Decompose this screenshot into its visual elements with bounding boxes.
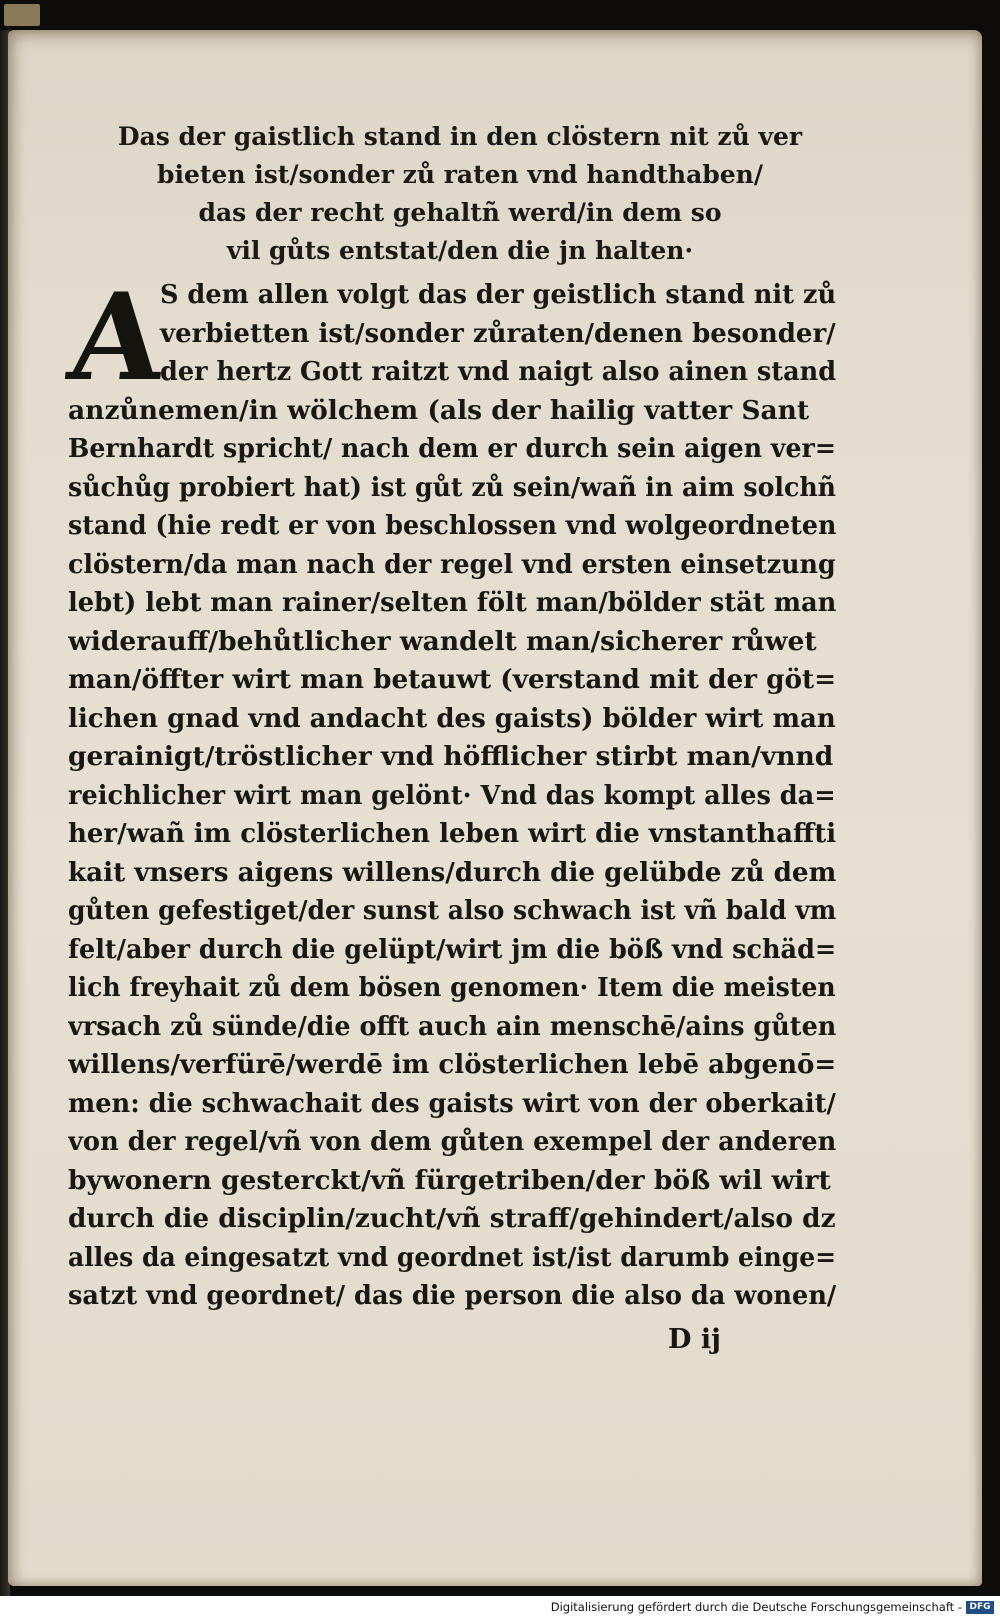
text-line: man/öffter wirt man betauwt (verstand mit der göt= [68, 664, 836, 695]
signature-mark: D ij [668, 1324, 721, 1355]
text-line: lich freyhait zů dem bösen genomen· Item die meisten [68, 972, 836, 1003]
text-line: satzt vnd geordnet/ das die person die also da wonen/ [68, 1280, 836, 1311]
text-line: felt/aber durch die gelüpt/wirt jm die böß vnd schäd= [68, 933, 836, 965]
footer-bar [0, 1596, 1000, 1620]
chapter-heading [100, 118, 820, 270]
text-line: alles da eingesatzt vnd geordnet ist/ist darumb einge= [68, 1241, 836, 1273]
text-line: gůten gefestiget/der sunst also schwach ist vñ bald vm [68, 895, 836, 926]
dfg-logo[interactable]: DFG [966, 1601, 994, 1614]
text-line: bywonern gesterckt/vñ fürgetriben/der böß wil wirt [68, 1164, 831, 1196]
text-line: willens/verfürē/werdē im clösterlichen lebē abgenō= [68, 1049, 836, 1080]
text-line: widerauff/behůtlicher wandelt man/sicherer růwet [68, 625, 817, 657]
heading-line: Das der gaistlich stand in den clöstern nit zů ver [117, 122, 803, 151]
text-line: lebt) lebt man rainer/selten fölt man/bölder stät man [68, 587, 836, 618]
text-line: clöstern/da man nach der regel vnd ersten einsetzung [68, 548, 836, 580]
text-line: reichlicher wirt man gelönt· Vnd das kompt alles da= [68, 779, 836, 811]
text-line: gerainigt/tröstlicher vnd höfflicher stirbt man/vnnd [68, 741, 834, 772]
decorated-initial: A [62, 267, 171, 408]
text-line: men: die schwachait des gaists wirt von der oberkait/ [68, 1087, 836, 1119]
text-line: von der regel/vñ von dem gůten exempel der anderen [68, 1126, 836, 1157]
funding-note: Digitalisierung gefördert durch die Deutsche Forschungsgemeinschaft - [550, 1600, 962, 1614]
text-line: verbietten ist/sonder zůraten/denen besonder/ [160, 317, 836, 349]
text-line: der hertz Gott raitzt vnd naigt also ainen stand [160, 356, 836, 387]
text-line: Bernhardt spricht/ nach dem er durch sein aigen ver= [68, 433, 836, 464]
text-line: durch die disciplin/zucht/vñ straff/gehindert/also dz [68, 1203, 836, 1234]
text-line: lichen gnad vnd andacht des gaists) bölder wirt man [68, 702, 836, 734]
body-text [68, 276, 836, 1316]
heading-line: vil gůts entstat/den die jn halten· [226, 236, 694, 265]
text-line: S dem allen volgt das der geistlich stand nit zů [160, 279, 836, 310]
corner-tab [4, 4, 40, 26]
text-line: vrsach zů sünde/die offt auch ain menschē/ains gůten [68, 1010, 836, 1042]
text-line: stand (hie redt er von beschlossen vnd wolgeordneten [68, 510, 836, 541]
text-line: her/wañ im clösterlichen leben wirt die vnstanthaffti [68, 818, 836, 849]
text-line: anzůnemen/in wölchem (als der hailig vatter Sant [68, 394, 810, 426]
heading-line: das der recht gehaltñ werd/in dem so [198, 198, 722, 227]
text-line: kait vnsers aigens willens/durch die gelübde zů dem [68, 856, 836, 888]
heading-line: bieten ist/sonder zů raten vnd handthaben/ [157, 160, 763, 189]
text-line: sůchůg probiert hat) ist gůt zů sein/wañ in aim solchñ [68, 471, 836, 503]
